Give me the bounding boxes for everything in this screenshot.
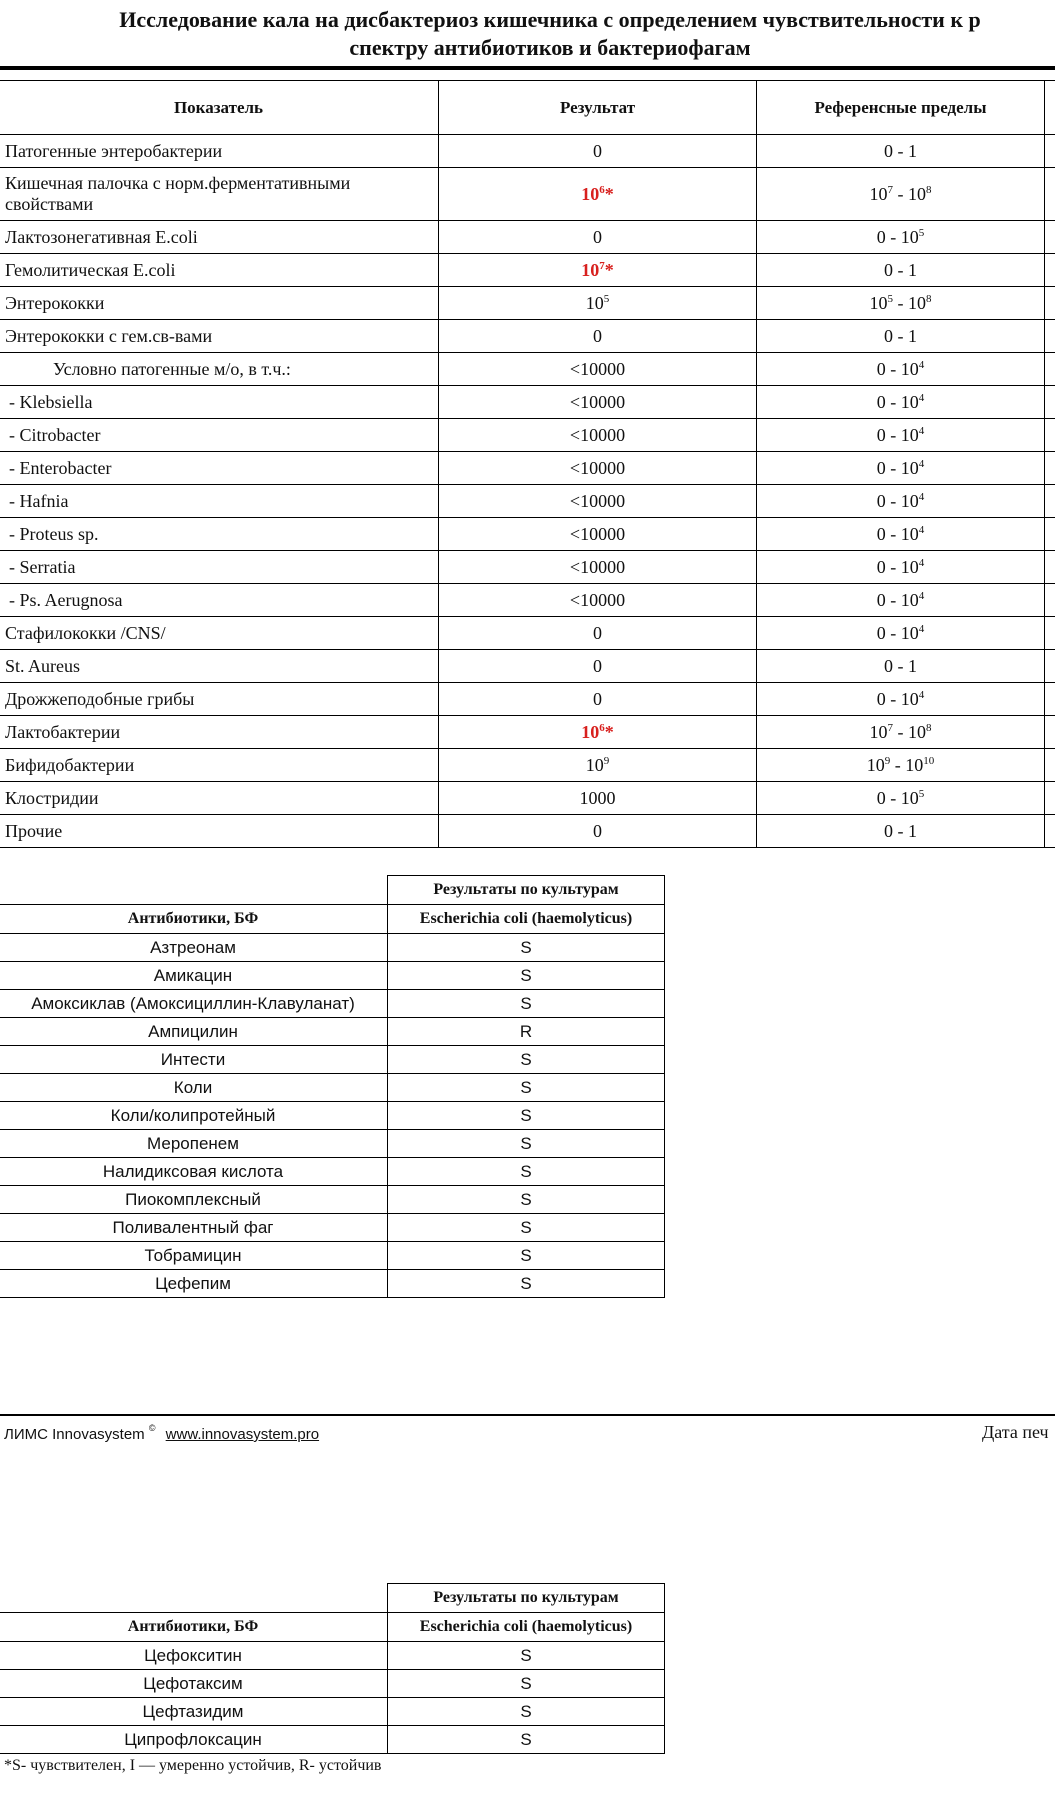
antibiotic-name: Поливалентный фаг	[0, 1214, 388, 1242]
antibiogram-row	[0, 1018, 665, 1046]
antibiogram-row	[0, 934, 665, 962]
cropped-column-cell	[1045, 782, 1055, 815]
cropped-column-cell	[1045, 716, 1055, 749]
reference-high: 10	[900, 226, 919, 247]
reference-low: 0	[876, 622, 886, 643]
result-base: 10	[581, 183, 600, 204]
table-row	[0, 782, 1055, 815]
antibiotic-name: Тобрамицин	[0, 1242, 388, 1270]
result-value	[439, 617, 757, 650]
antibiotic-name: Азтреонам	[0, 934, 388, 962]
reference-high-exponent: 4	[918, 358, 925, 371]
cropped-column-cell	[1045, 135, 1055, 168]
abnormal-flag: *	[604, 721, 614, 742]
antibiogram-row	[0, 1046, 665, 1074]
sensitivity-value: S	[388, 1242, 665, 1270]
reference-high-exponent: 4	[918, 622, 925, 635]
table-row	[0, 551, 1055, 584]
reference-high: 10	[900, 622, 919, 643]
table-row	[0, 683, 1055, 716]
antibiotic-name: Коли/колипротейный	[0, 1102, 388, 1130]
result-text: 0	[593, 688, 602, 709]
reference-text: 0 - 1	[884, 325, 917, 346]
indicator-name: Энтерококки	[0, 287, 439, 320]
result-power	[586, 293, 610, 313]
cropped-column-cell	[1045, 683, 1055, 716]
reference-range	[757, 168, 1045, 221]
reference-low: 10	[866, 754, 885, 775]
indicator-name: - Citrobacter	[0, 419, 439, 452]
indicator-name: Лактозонегативная E.coli	[0, 221, 439, 254]
reference-high: 10	[900, 556, 919, 577]
antibiogram-row	[0, 1726, 665, 1754]
antibiogram-row	[0, 1242, 665, 1270]
result-text: 0	[593, 140, 602, 161]
reference-text: 0 - 1	[884, 655, 917, 676]
indicator-name: Гемолитическая E.coli	[0, 254, 439, 287]
result-value	[439, 815, 757, 848]
cropped-column-cell	[1045, 353, 1055, 386]
cropped-column-cell	[1045, 386, 1055, 419]
antibiogram-row	[0, 1102, 665, 1130]
reference-text: 0 - 1	[884, 140, 917, 161]
antibiogram-table-2	[0, 1583, 665, 1754]
reference-low: 10	[869, 721, 888, 742]
reference-low: 10	[869, 292, 888, 313]
cropped-column-cell	[1045, 551, 1055, 584]
reference-high: 10	[900, 457, 919, 478]
reference-column-header: Референсные пределы	[757, 81, 1045, 135]
result-text: <10000	[569, 424, 626, 445]
indicator-name: Патогенные энтеробактерии	[0, 135, 439, 168]
result-base: 10	[581, 259, 600, 280]
reference-separator: -	[890, 754, 906, 775]
reference-low: 0	[876, 391, 886, 412]
abnormal-flag: *	[604, 259, 614, 280]
cropped-column-cell	[1045, 320, 1055, 353]
reference-high: 10	[908, 721, 926, 742]
antibiogram-row	[0, 1186, 665, 1214]
sensitivity-value: S	[388, 934, 665, 962]
table-row	[0, 287, 1055, 320]
result-value	[439, 452, 757, 485]
lims-footer	[4, 1423, 319, 1443]
antibiogram-row	[0, 1642, 665, 1670]
result-base: 10	[585, 754, 604, 775]
reference-range	[757, 386, 1045, 419]
antibiogram-row	[0, 1130, 665, 1158]
table-row	[0, 419, 1055, 452]
reference-separator: -	[885, 358, 901, 379]
report-title-line-1: Исследование кала на дисбактериоз кишечника с определением чувствительности к р	[119, 7, 981, 32]
indicator-name: Условно патогенные м/о, в т.ч.:	[0, 353, 439, 386]
sensitivity-value: S	[388, 1186, 665, 1214]
results-header-row	[0, 81, 1055, 135]
result-exponent: 6	[599, 721, 605, 734]
antibiogram-row	[0, 1214, 665, 1242]
results-by-culture-header: Результаты по культурам	[388, 876, 665, 905]
reference-high-exponent: 4	[918, 457, 925, 470]
reference-separator: -	[893, 721, 908, 742]
result-text: 0	[593, 622, 602, 643]
reference-separator: -	[885, 523, 901, 544]
result-text: <10000	[569, 523, 626, 544]
result-column-header: Результат	[439, 81, 757, 135]
result-exponent: 5	[603, 292, 610, 305]
results-by-culture-header: Результаты по культурам	[388, 1584, 665, 1613]
table-row	[0, 485, 1055, 518]
table-row	[0, 221, 1055, 254]
antibiotic-name: Цефтазидим	[0, 1698, 388, 1726]
reference-high: 10	[900, 523, 919, 544]
sensitivity-value: S	[388, 1130, 665, 1158]
antibiotic-name: Ампицилин	[0, 1018, 388, 1046]
cropped-column-cell	[1045, 617, 1055, 650]
antibiotic-name: Цефотаксим	[0, 1670, 388, 1698]
antibiotics-column-header: Антибиотики, БФ	[0, 905, 388, 934]
result-text: <10000	[569, 589, 626, 610]
result-text: 0	[593, 655, 602, 676]
footer-divider	[0, 1414, 1055, 1416]
reference-range	[757, 749, 1045, 782]
lims-name: ЛИМС Innovasystem	[4, 1426, 145, 1443]
indicator-name: Бифидобактерии	[0, 749, 439, 782]
reference-separator: -	[885, 688, 901, 709]
reference-low: 0	[876, 226, 886, 247]
reference-high-exponent: 4	[918, 523, 925, 536]
report-title-line-2: спектру антибиотиков и бактериофагам	[349, 35, 751, 60]
reference-separator: -	[893, 292, 908, 313]
reference-range	[757, 419, 1045, 452]
sensitivity-value: R	[388, 1018, 665, 1046]
reference-separator: -	[885, 457, 901, 478]
result-text: <10000	[569, 490, 626, 511]
culture-column-header: Escherichia coli (haemolyticus)	[388, 905, 665, 934]
antibiogram-row	[0, 1670, 665, 1698]
reference-low: 0	[876, 787, 886, 808]
indicator-name: - Hafnia	[0, 485, 439, 518]
table-row	[0, 518, 1055, 551]
reference-high: 10	[905, 754, 924, 775]
result-text: <10000	[569, 391, 626, 412]
report-title	[0, 6, 1055, 62]
reference-high-exponent: 4	[918, 589, 925, 602]
reference-high-exponent: 8	[926, 183, 932, 196]
reference-text: 0 - 1	[884, 259, 917, 280]
reference-high: 10	[900, 424, 919, 445]
reference-low: 0	[876, 523, 886, 544]
result-power	[581, 184, 614, 204]
indicator-name: Дрожжеподобные грибы	[0, 683, 439, 716]
sensitivity-legend: *S- чувствителен, I — умеренно устойчив, R- устойчив	[4, 1757, 382, 1774]
reference-low: 0	[876, 358, 886, 379]
indicator-name: Лактобактерии	[0, 716, 439, 749]
reference-range	[757, 485, 1045, 518]
reference-high: 10	[900, 391, 919, 412]
reference-high: 10	[908, 183, 926, 204]
result-text: 0	[593, 820, 602, 841]
reference-low: 10	[869, 183, 888, 204]
indicator-name: St. Aureus	[0, 650, 439, 683]
reference-high-exponent: 4	[918, 391, 925, 404]
table-row	[0, 584, 1055, 617]
indicator-name: - Proteus sp.	[0, 518, 439, 551]
result-value	[439, 782, 757, 815]
antibiogram-row	[0, 1270, 665, 1298]
sensitivity-value: S	[388, 1074, 665, 1102]
result-value	[439, 221, 757, 254]
reference-low: 0	[876, 688, 886, 709]
table-row	[0, 815, 1055, 848]
result-text: <10000	[569, 358, 626, 379]
table-row	[0, 135, 1055, 168]
sensitivity-value: S	[388, 1046, 665, 1074]
sensitivity-value: S	[388, 1642, 665, 1670]
table-row	[0, 650, 1055, 683]
cropped-column-cell	[1045, 221, 1055, 254]
reference-low-exponent: 9	[884, 754, 891, 767]
result-value	[439, 135, 757, 168]
cropped-column-cell	[1045, 584, 1055, 617]
reference-range	[757, 518, 1045, 551]
result-value	[439, 650, 757, 683]
result-exponent: 7	[599, 259, 605, 272]
copyright-mark: ©	[148, 1423, 156, 1433]
reference-separator: -	[885, 589, 901, 610]
antibiogram-row	[0, 962, 665, 990]
reference-range	[757, 353, 1045, 386]
print-date-label: Дата печ	[982, 1422, 1049, 1442]
reference-high-exponent: 4	[918, 490, 925, 503]
antibiotic-name: Амоксиклав (Амоксициллин-Клавуланат)	[0, 990, 388, 1018]
reference-range	[757, 135, 1045, 168]
cropped-column-cell	[1045, 518, 1055, 551]
indicator-name: Прочие	[0, 815, 439, 848]
cropped-column-cell	[1045, 287, 1055, 320]
sensitivity-value: S	[388, 1102, 665, 1130]
reference-low-exponent: 5	[887, 292, 893, 305]
result-text: <10000	[569, 457, 626, 478]
antibiogram-row	[0, 1698, 665, 1726]
sensitivity-value: S	[388, 1670, 665, 1698]
indicator-name: - Klebsiella	[0, 386, 439, 419]
cropped-column-cell	[1045, 815, 1055, 848]
result-value	[439, 716, 757, 749]
table-row	[0, 320, 1055, 353]
table-row	[0, 353, 1055, 386]
table-row	[0, 168, 1055, 221]
antibiotic-name: Пиокомплексный	[0, 1186, 388, 1214]
reference-low-exponent: 7	[887, 721, 893, 734]
title-divider	[0, 66, 1055, 70]
result-value	[439, 485, 757, 518]
antibiotic-name: Ципрофлоксацин	[0, 1726, 388, 1754]
antibiotic-name: Интести	[0, 1046, 388, 1074]
indicator-column-header: Показатель	[0, 81, 439, 135]
result-value	[439, 419, 757, 452]
reference-separator: -	[885, 787, 901, 808]
result-value	[439, 551, 757, 584]
result-value	[439, 254, 757, 287]
result-base: 10	[581, 721, 600, 742]
indicator-name: Кишечная палочка с норм.ферментативными свойствами	[0, 168, 439, 221]
result-value	[439, 320, 757, 353]
antibiotic-name: Цефепим	[0, 1270, 388, 1298]
antibiogram-header-row-1	[0, 1584, 665, 1613]
sensitivity-value: S	[388, 990, 665, 1018]
cropped-column-cell	[1045, 419, 1055, 452]
cropped-column-cell	[1045, 168, 1055, 221]
reference-low: 0	[876, 589, 886, 610]
indicator-name: Энтерококки с гем.св-вами	[0, 320, 439, 353]
dysbacteriosis-results-table	[0, 80, 1055, 848]
indicator-name: - Enterobacter	[0, 452, 439, 485]
culture-column-header: Escherichia coli (haemolyticus)	[388, 1613, 665, 1642]
reference-range	[757, 584, 1045, 617]
result-value	[439, 683, 757, 716]
antibiotic-name: Цефокситин	[0, 1642, 388, 1670]
antibiotic-name: Коли	[0, 1074, 388, 1102]
reference-high-exponent: 10	[923, 754, 935, 767]
cropped-column-cell	[1045, 485, 1055, 518]
reference-range	[757, 782, 1045, 815]
reference-range	[757, 617, 1045, 650]
reference-range	[757, 551, 1045, 584]
reference-low: 0	[876, 457, 886, 478]
reference-range	[757, 683, 1045, 716]
antibiogram-header-row-1	[0, 876, 665, 905]
reference-high: 10	[900, 688, 919, 709]
abnormal-flag: *	[604, 183, 614, 204]
sensitivity-value: S	[388, 1726, 665, 1754]
reference-range	[757, 320, 1045, 353]
antibiogram-header-row-2	[0, 905, 665, 934]
reference-high-exponent: 5	[918, 787, 925, 800]
reference-high: 10	[900, 589, 919, 610]
sensitivity-value: S	[388, 1158, 665, 1186]
result-exponent: 9	[603, 754, 610, 767]
antibiogram-row	[0, 990, 665, 1018]
result-text: <10000	[569, 556, 626, 577]
result-value	[439, 584, 757, 617]
table-row	[0, 617, 1055, 650]
antibiogram-row	[0, 1074, 665, 1102]
antibiogram-table-1	[0, 875, 665, 1298]
result-power	[586, 755, 610, 775]
antibiogram-header-blank	[0, 876, 388, 905]
reference-separator: -	[885, 391, 901, 412]
antibiotics-column-header: Антибиотики, БФ	[0, 1613, 388, 1642]
result-exponent: 6	[599, 183, 605, 196]
reference-range	[757, 254, 1045, 287]
cropped-column-cell	[1045, 254, 1055, 287]
reference-text: 0 - 1	[884, 820, 917, 841]
result-power	[581, 722, 614, 742]
reference-low: 0	[876, 490, 886, 511]
sensitivity-value: S	[388, 1214, 665, 1242]
reference-high-exponent: 4	[918, 556, 925, 569]
reference-low-exponent: 7	[887, 183, 893, 196]
reference-high: 10	[908, 292, 926, 313]
antibiotic-name: Налидиксовая кислота	[0, 1158, 388, 1186]
result-text: 0	[593, 325, 602, 346]
sensitivity-value: S	[388, 1270, 665, 1298]
reference-range	[757, 221, 1045, 254]
cropped-column-cell	[1045, 749, 1055, 782]
antibiotic-name: Амикацин	[0, 962, 388, 990]
reference-range	[757, 287, 1045, 320]
cropped-column-cell	[1045, 452, 1055, 485]
result-value	[439, 386, 757, 419]
table-row	[0, 386, 1055, 419]
indicator-name: - Serratia	[0, 551, 439, 584]
reference-range	[757, 650, 1045, 683]
result-text: 0	[593, 226, 602, 247]
result-text: 1000	[579, 787, 616, 808]
reference-high-exponent: 8	[926, 721, 932, 734]
table-row	[0, 716, 1055, 749]
cropped-column-header	[1045, 81, 1055, 135]
reference-high: 10	[900, 358, 919, 379]
antibiotic-name: Меропенем	[0, 1130, 388, 1158]
reference-range	[757, 815, 1045, 848]
sensitivity-value: S	[388, 1698, 665, 1726]
indicator-name: Стафилококки /CNS/	[0, 617, 439, 650]
antibiogram-header-row-2	[0, 1613, 665, 1642]
result-power	[581, 260, 614, 280]
table-row	[0, 452, 1055, 485]
antibiogram-header-blank	[0, 1584, 388, 1613]
reference-low: 0	[876, 556, 886, 577]
reference-range	[757, 716, 1045, 749]
result-base: 10	[585, 292, 604, 313]
reference-separator: -	[893, 183, 908, 204]
result-value	[439, 518, 757, 551]
reference-low: 0	[876, 424, 886, 445]
reference-separator: -	[885, 226, 901, 247]
reference-high-exponent: 4	[918, 424, 925, 437]
table-row	[0, 254, 1055, 287]
result-value	[439, 168, 757, 221]
reference-separator: -	[885, 424, 901, 445]
result-value	[439, 353, 757, 386]
reference-high: 10	[900, 787, 919, 808]
result-value	[439, 749, 757, 782]
reference-separator: -	[885, 556, 901, 577]
reference-range	[757, 452, 1045, 485]
indicator-name: - Ps. Aerugnosa	[0, 584, 439, 617]
table-row	[0, 749, 1055, 782]
reference-separator: -	[885, 490, 901, 511]
reference-high-exponent: 4	[918, 688, 925, 701]
reference-high-exponent: 5	[918, 226, 925, 239]
reference-high: 10	[900, 490, 919, 511]
sensitivity-value: S	[388, 962, 665, 990]
indicator-name: Клостридии	[0, 782, 439, 815]
antibiogram-row	[0, 1158, 665, 1186]
reference-separator: -	[885, 622, 901, 643]
reference-high-exponent: 8	[926, 292, 932, 305]
result-value	[439, 287, 757, 320]
cropped-column-cell	[1045, 650, 1055, 683]
lims-website-link[interactable]: www.innovasystem.pro	[165, 1426, 320, 1443]
